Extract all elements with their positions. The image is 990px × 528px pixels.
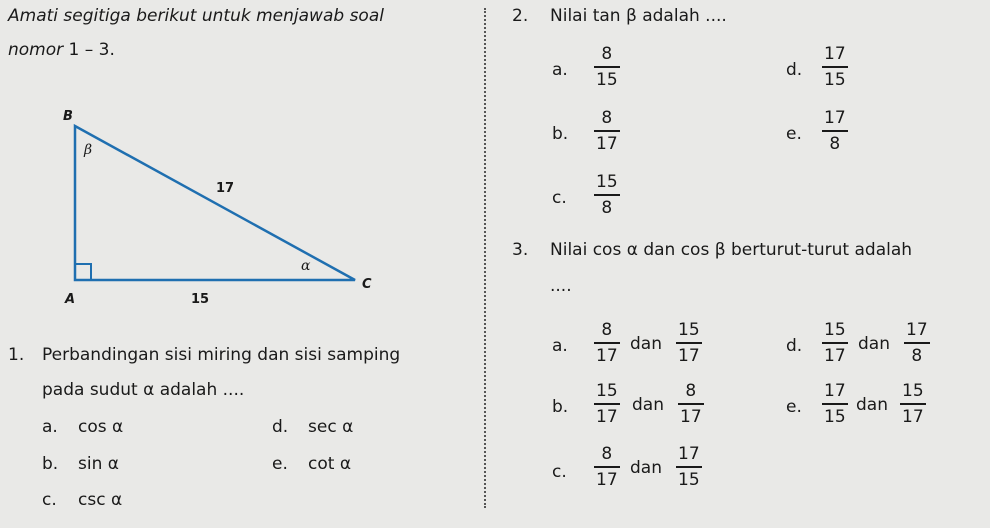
right-angle-mark <box>75 264 91 280</box>
q1-option-a-letter[interactable]: a. <box>42 417 58 437</box>
fraction-numerator: 8 <box>685 381 697 401</box>
intro-line-2 <box>8 40 115 60</box>
fraction-denominator: 17 <box>596 407 618 427</box>
fraction-numerator: 15 <box>596 172 618 192</box>
q1-option-e-text[interactable]: cot α <box>308 454 352 474</box>
q2-option-d-fraction[interactable] <box>822 46 848 89</box>
q3-option-b-fraction-2[interactable] <box>678 383 704 426</box>
column-divider <box>484 8 486 508</box>
q3-option-e-fraction-2[interactable] <box>900 383 926 426</box>
q2-option-a-fraction[interactable] <box>594 46 620 89</box>
fraction-denominator: 8 <box>601 198 613 218</box>
q3-option-a-fraction-2[interactable] <box>676 322 702 365</box>
fraction-numerator: 15 <box>596 381 618 401</box>
q3-option-d-dan: dan <box>858 334 890 354</box>
q2-option-e-letter[interactable]: e. <box>786 124 802 144</box>
fraction-numerator: 8 <box>601 108 613 128</box>
q1-option-d-text[interactable]: sec α <box>308 417 354 437</box>
fraction-denominator: 17 <box>824 346 846 366</box>
q3-option-c-dan: dan <box>630 458 662 478</box>
q1-line-1: Perbandingan sisi miring dan sisi samping <box>42 345 401 365</box>
fraction-denominator: 17 <box>596 346 618 366</box>
q1-option-b-letter[interactable]: b. <box>42 454 59 474</box>
fraction-denominator: 15 <box>678 470 700 490</box>
q3-option-d-fraction-2[interactable] <box>904 322 930 365</box>
fraction-denominator: 8 <box>829 134 841 154</box>
q3-option-d-fraction-1[interactable] <box>822 322 848 365</box>
fraction-numerator: 17 <box>678 444 700 464</box>
vertex-a-label: A <box>65 292 76 307</box>
q3-option-e-letter[interactable]: e. <box>786 397 802 417</box>
q3-option-a-letter[interactable]: a. <box>552 336 568 356</box>
q3-option-e-fraction-1[interactable] <box>822 383 848 426</box>
q3-option-e-dan: dan <box>856 395 888 415</box>
fraction-denominator: 17 <box>680 407 702 427</box>
vertex-b-label: B <box>63 109 73 124</box>
fraction-numerator: 17 <box>824 108 846 128</box>
intro-nomor: nomor <box>8 40 64 60</box>
fraction-denominator: 8 <box>911 346 923 366</box>
q1-option-e-letter[interactable]: e. <box>272 454 288 474</box>
q1-option-c-letter[interactable]: c. <box>42 490 57 510</box>
fraction-denominator: 17 <box>596 134 618 154</box>
fraction-denominator: 17 <box>596 470 618 490</box>
q1-option-d-letter[interactable]: d. <box>272 417 289 437</box>
angle-alpha-label: α <box>301 258 311 274</box>
q1-option-a-text[interactable]: cos α <box>78 417 124 437</box>
q1-option-b-text[interactable]: sin α <box>78 454 119 474</box>
q3-option-b-letter[interactable]: b. <box>552 397 569 417</box>
q1-number: 1. <box>8 345 25 365</box>
q3-option-b-fraction-1[interactable] <box>594 383 620 426</box>
q3-option-c-letter[interactable]: c. <box>552 462 567 482</box>
q3-number: 3. <box>512 240 529 260</box>
q3-option-d-letter[interactable]: d. <box>786 336 803 356</box>
fraction-numerator: 15 <box>678 320 700 340</box>
intro-range: 1 – 3. <box>63 40 115 60</box>
fraction-numerator: 8 <box>601 444 613 464</box>
q1-option-c-text[interactable]: csc α <box>78 490 123 510</box>
q2-option-a-letter[interactable]: a. <box>552 60 568 80</box>
fraction-denominator: 15 <box>824 407 846 427</box>
q2-option-e-fraction[interactable] <box>822 110 848 153</box>
angle-beta-label: β <box>84 142 93 158</box>
q3-line-1: Nilai cos α dan cos β berturut-turut adalah <box>550 240 913 260</box>
fraction-denominator: 17 <box>902 407 924 427</box>
q3-option-b-dan: dan <box>632 395 664 415</box>
fraction-numerator: 17 <box>824 381 846 401</box>
q2-number: 2. <box>512 6 529 26</box>
q2-option-b-letter[interactable]: b. <box>552 124 569 144</box>
fraction-numerator: 15 <box>824 320 846 340</box>
base-length-label: 15 <box>191 292 210 307</box>
fraction-denominator: 15 <box>596 70 618 90</box>
q2-option-b-fraction[interactable] <box>594 110 620 153</box>
q2-option-c-fraction[interactable] <box>594 174 620 217</box>
vertex-c-label: C <box>362 277 372 292</box>
q2-option-d-letter[interactable]: d. <box>786 60 803 80</box>
fraction-numerator: 8 <box>601 320 613 340</box>
intro-line-1: Amati segitiga berikut untuk menjawab soal <box>8 6 384 26</box>
fraction-numerator: 17 <box>824 44 846 64</box>
fraction-denominator: 17 <box>678 346 700 366</box>
fraction-numerator: 17 <box>906 320 928 340</box>
q2-option-c-letter[interactable]: c. <box>552 188 567 208</box>
q3-option-c-fraction-2[interactable] <box>676 446 702 489</box>
hypotenuse-length-label: 17 <box>216 181 235 196</box>
q3-option-a-dan: dan <box>630 334 662 354</box>
q1-line-2: pada sudut α adalah .... <box>42 380 245 400</box>
q2-text: Nilai tan β adalah .... <box>550 6 727 26</box>
fraction-numerator: 15 <box>902 381 924 401</box>
triangle-shape <box>75 126 355 280</box>
q3-option-a-fraction-1[interactable] <box>594 322 620 365</box>
q3-option-c-fraction-1[interactable] <box>594 446 620 489</box>
q3-line-2: .... <box>550 276 572 296</box>
fraction-denominator: 15 <box>824 70 846 90</box>
right-triangle-figure <box>50 100 390 310</box>
fraction-numerator: 8 <box>601 44 613 64</box>
